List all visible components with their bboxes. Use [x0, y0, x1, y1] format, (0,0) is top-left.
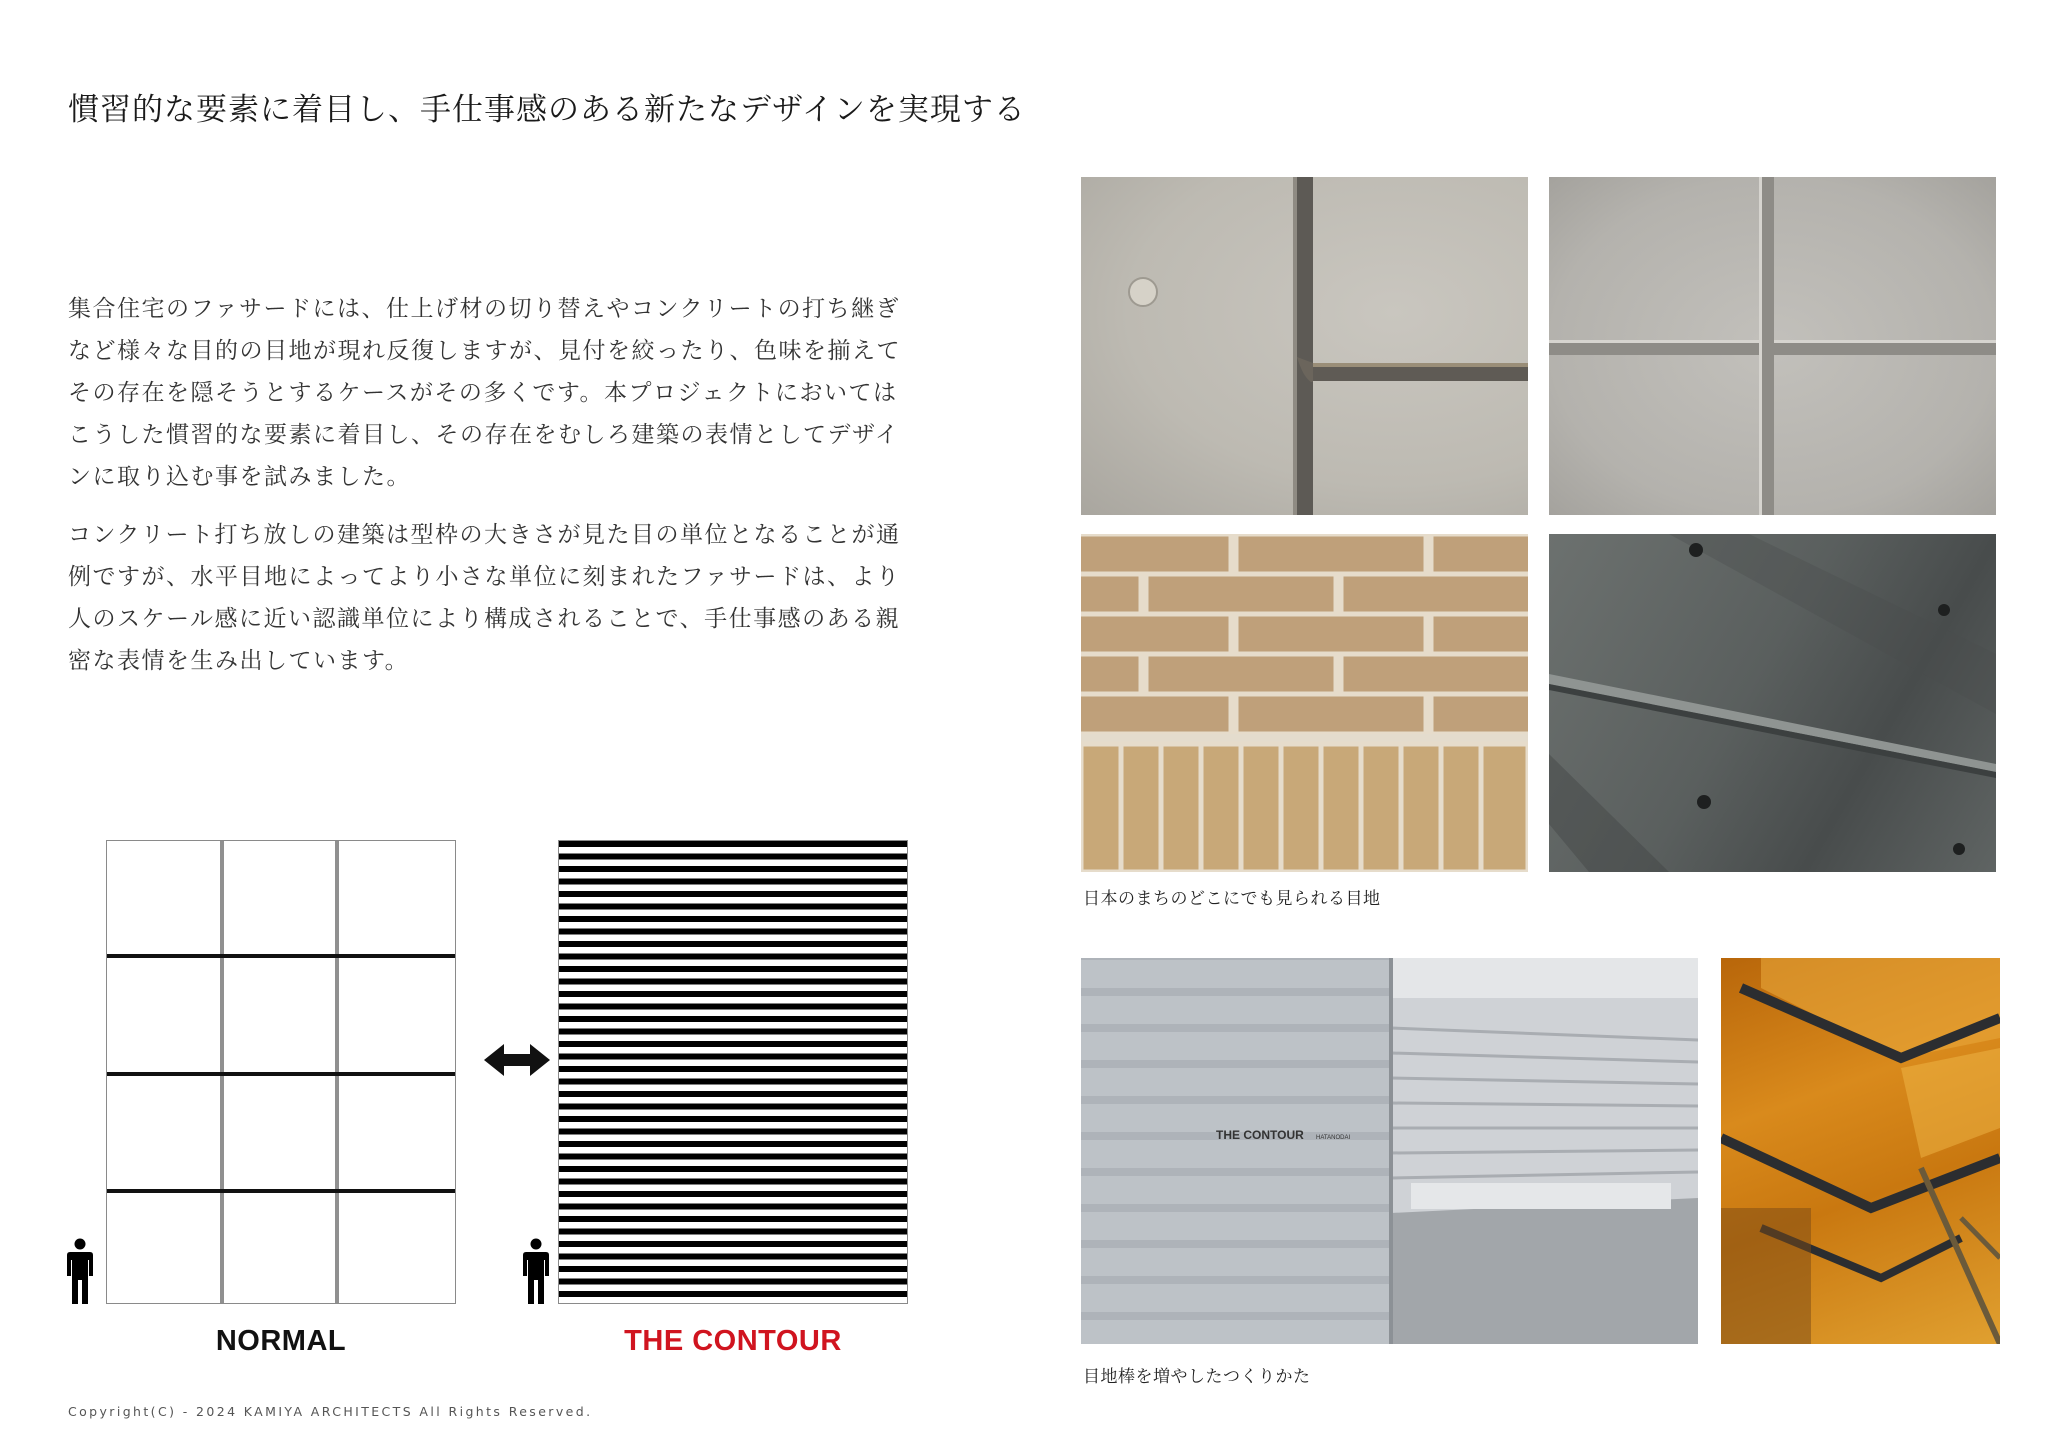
- photo-building-entrance: [1081, 958, 1698, 1344]
- photo-textured-panel: [1549, 177, 1996, 515]
- caption-common-joints: 日本のまちのどこにでも見られる目地: [1083, 889, 1381, 909]
- person-icon: [522, 1238, 550, 1306]
- caption-increased-joints: 目地棒を増やしたつくりかた: [1083, 1367, 1311, 1387]
- horizontal-joint: [107, 1072, 455, 1076]
- photo-formwork: [1721, 958, 2000, 1344]
- contour-stripe-diagram: [558, 840, 908, 1304]
- contour-label: THE CONTOUR: [624, 1325, 842, 1357]
- photo-concrete-joint: [1081, 177, 1528, 515]
- sign-subtext: HATANODAI: [1316, 1135, 1351, 1141]
- paragraph-2: コンクリート打ち放しの建築は型枠の大きさが見た目の単位となることが通 例ですが、水平目地によってより小さな単位に刻まれたファサードは、より 人のスケール感に近い認識単位により構成されることで、手仕事感のある親 密な表情を生み出しています。: [68, 522, 901, 674]
- normal-label: NORMAL: [215, 1325, 347, 1357]
- person-icon: [66, 1238, 94, 1306]
- photo-tile-wall: [1081, 534, 1528, 872]
- photo-exposed-concrete: [1549, 534, 1996, 872]
- page-title: 慣習的な要素に着目し、手仕事感のある新たなデザインを実現する: [68, 92, 1026, 128]
- horizontal-joint: [107, 954, 455, 958]
- copyright: Copyright(C) - 2024 KAMIYA ARCHITECTS All Rights Reserved.: [68, 1404, 593, 1419]
- body-text: [68, 288, 908, 698]
- paragraph-1: 集合住宅のファサードには、仕上げ材の切り替えやコンクリートの打ち継ぎ など様々な目的の目地が現れ反復しますが、見付を絞ったり、色味を揃えて その存在を隠そうとするケースがその多くです。本プロジェクトにおいては こうした慣習的な要素に着目し、その存在をむしろ建築の表情としてデザイ ンに取り込む事を試みました。: [68, 296, 901, 490]
- sign-text: THE CONTOUR: [1216, 1128, 1304, 1142]
- horizontal-joint: [107, 1189, 455, 1193]
- normal-grid-diagram: [106, 840, 456, 1304]
- double-arrow-icon: [484, 1040, 550, 1080]
